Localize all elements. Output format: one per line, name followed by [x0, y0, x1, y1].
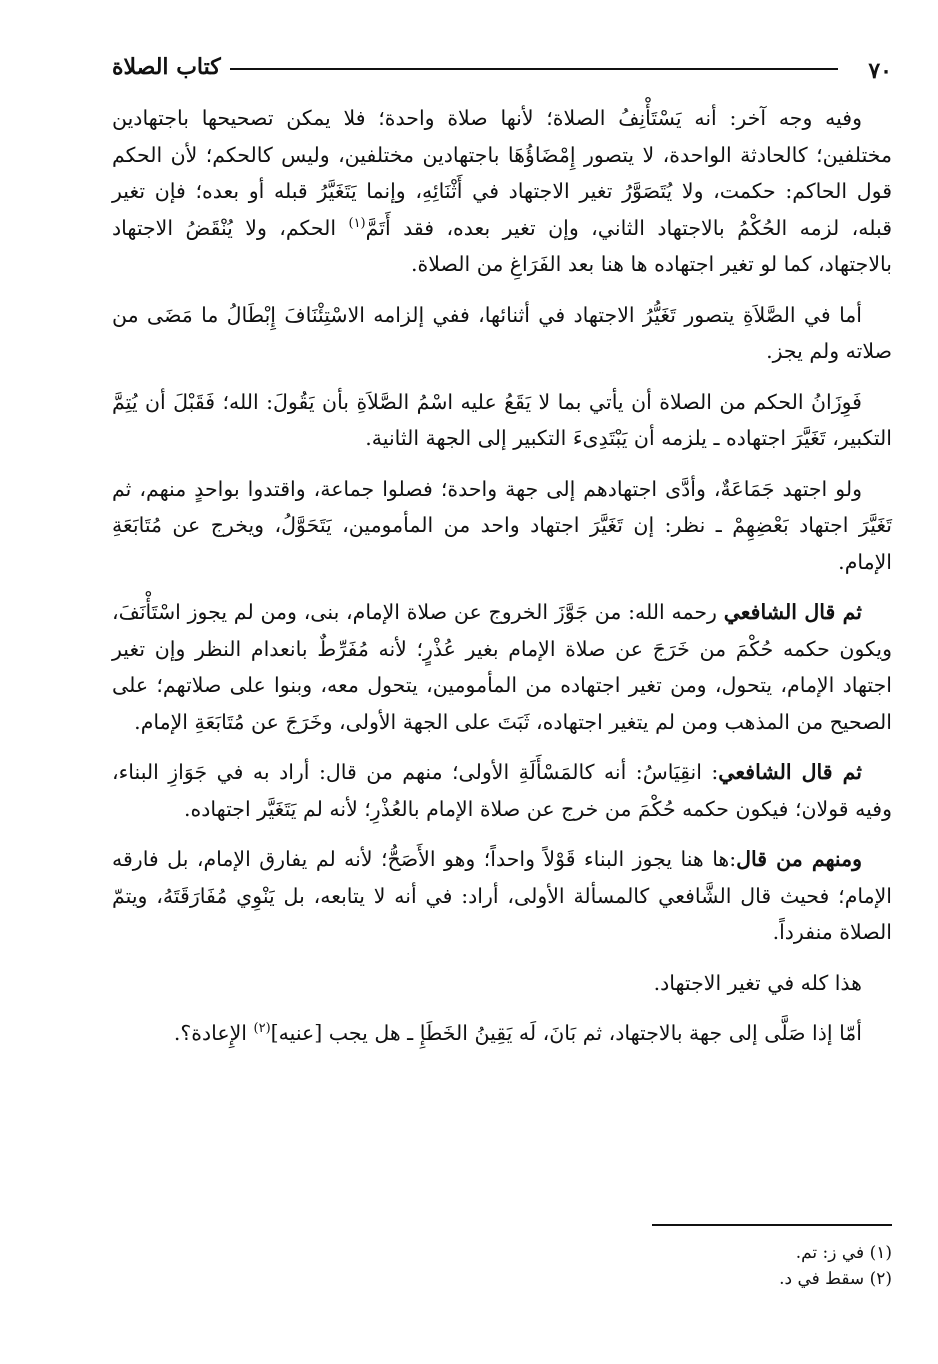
paragraph	[112, 471, 892, 581]
paragraph-lead: ثم قال الشافعي	[723, 600, 862, 624]
paragraph	[112, 841, 892, 951]
footnote-ref[interactable]: (١)	[348, 215, 366, 231]
header-rule	[230, 68, 838, 70]
paragraph-text: فَوِزَانُ الحكم من الصلاة أن يأتي بما لا يَقَعُ عليه اسْمُ الصَّلاَةِ بأن يَقُولَ: الله؛ فَقَبْلَ أن يُتِمَّ التكبير، تَغَيَّرَ اجتهاده ـ يلزمه أن يَبْتَدِىءَ التكبير إلى الجهة الثانية.	[112, 389, 892, 450]
paragraph-lead: ثم قال الشافعي	[718, 760, 862, 784]
book-title: كتاب الصلاة	[112, 54, 221, 80]
paragraph-text: أما في الصَّلاَةِ يتصور تَغَيُّرُ الاجتهاد في أثنائها، ففي إلزامه الاسْتِئْنَافَ إِبْطَالُ ما مَضَى من صلاته ولم يجز.	[112, 302, 892, 363]
paragraph-text: وفيه وجه آخر: أنه يَسْتَأْنِفُ الصلاة؛ لأنها صلاة واحدة؛ فلا يمكن تصحيحها باجتهادين مختلفين؛ كالحادثة الواحدة، لا يتصور إِمْضَاؤُهَا باجتهادين مختلفين، وليس كالحكم؛ لأن الحكم قول الحاكم: حكمت، ولا يُتَصَوَّرُ تغير الاجتهاد في أَثْنَائِهِ، وإنما يَتَغَيَّرُ قبله أو بعده؛ فإن تغير قبله، لزمه الحُكْمُ بالاجتهاد الثاني، وإن تغير بعده، فقد أَتَمَّ	[112, 106, 892, 240]
paragraph	[112, 1015, 892, 1052]
paragraph	[112, 965, 892, 1002]
main-text	[112, 100, 892, 1066]
footnote-rule	[652, 1224, 892, 1226]
footnote-ref[interactable]: (٢)	[253, 1021, 271, 1037]
paragraph-text: :ها هنا يجوز البناء قَوْلاً واحداً؛ وهو الأَصَحُّ؛ لأنه لم يفارق الإمام، بل فارقه الإمام؛ فحيث قال الشَّافعي كالمسألة الأولى، أراد: في أنه لا يتابعه، بل يَنْوِي مُفَارَقَتَهُ، ويتمّ الصلاة منفرداً.	[112, 847, 892, 944]
paragraph	[112, 100, 892, 283]
page-header	[112, 52, 892, 92]
paragraph	[112, 384, 892, 457]
paragraph	[112, 297, 892, 370]
paragraph-tail: الإِعادة؟.	[173, 1021, 247, 1045]
footnote: (٢) سقط في د.	[779, 1269, 892, 1289]
paragraph	[112, 754, 892, 827]
paragraph	[112, 594, 892, 740]
paragraph-text: أمّا إذا صَلَّى إلى جهة بالاجتهاد، ثم بَانَ، لَه يَقِينُ الخَطَإِ ـ هل يجب [عنيه]	[270, 1021, 862, 1045]
footnote: (١) في ز: تم.	[795, 1243, 892, 1263]
paragraph-lead: ومنهم من قال	[736, 847, 862, 871]
paragraph-text: هذا كله في تغير الاجتهاد.	[653, 970, 862, 995]
footnotes	[112, 1240, 892, 1292]
paragraph-text: : انقِيَاسُ: أنه كالمَسْأَلَةِ الأولى؛ منهم من قال: أراد به في جَوَازِ البناء، وفيه قولان؛ فيكون حكمه حُكْمَ من خرج عن صلاة الإمام بالعُذْرِ؛ لأنه لم يَتَغَيَّر اجتهاده.	[112, 760, 892, 821]
paragraph-text: رحمه الله: من جَوَّزَ الخروج عن صلاة الإمام، بنى، ومن لم يجوز اسْتَأْنَفَ، ويكون حكمه حُكْمَ من خَرَجَ عن صلاة الإمام بغير عُذْرٍ؛ لأنه مُفَرِّطٌ بانعدام النظر وإن تغير اجتهاد الإمام، يتحول، ومن تغير اجتهاده من المأمومين، يتحول معه، وبنوا على صلاتهم؛ على الصحيح من المذهب ومن لم يتغير اجتهاده، ثَبَتَ على الجهة الأولى، وخَرَجَ عن مُتَابَعَةِ الإمام.	[112, 600, 892, 734]
page-number: ٧٠	[868, 58, 892, 84]
paragraph-text: ولو اجتهد جَمَاعَةٌ، وأدَّى اجتهادهم إلى جهة واحدة؛ فصلوا جماعة، واقتدوا بواحدٍ منهم، ثم تَغَيَّرَ اجتهاد بَعْضِهِمْ ـ نظر: إن تَغَيَّرَ اجتهاد واحد من المأمومين، يَتَحَوَّلُ، ويخرج عن مُتَابَعَةِ الإمام.	[112, 476, 892, 574]
paragraph-tail: الحكم، ولا يُنْقَضُ الاجتهاد بالاجتهاد، كما لو تغير اجتهاده ها هنا بعد الفَرَاغِ من الصلاة.	[112, 215, 892, 276]
